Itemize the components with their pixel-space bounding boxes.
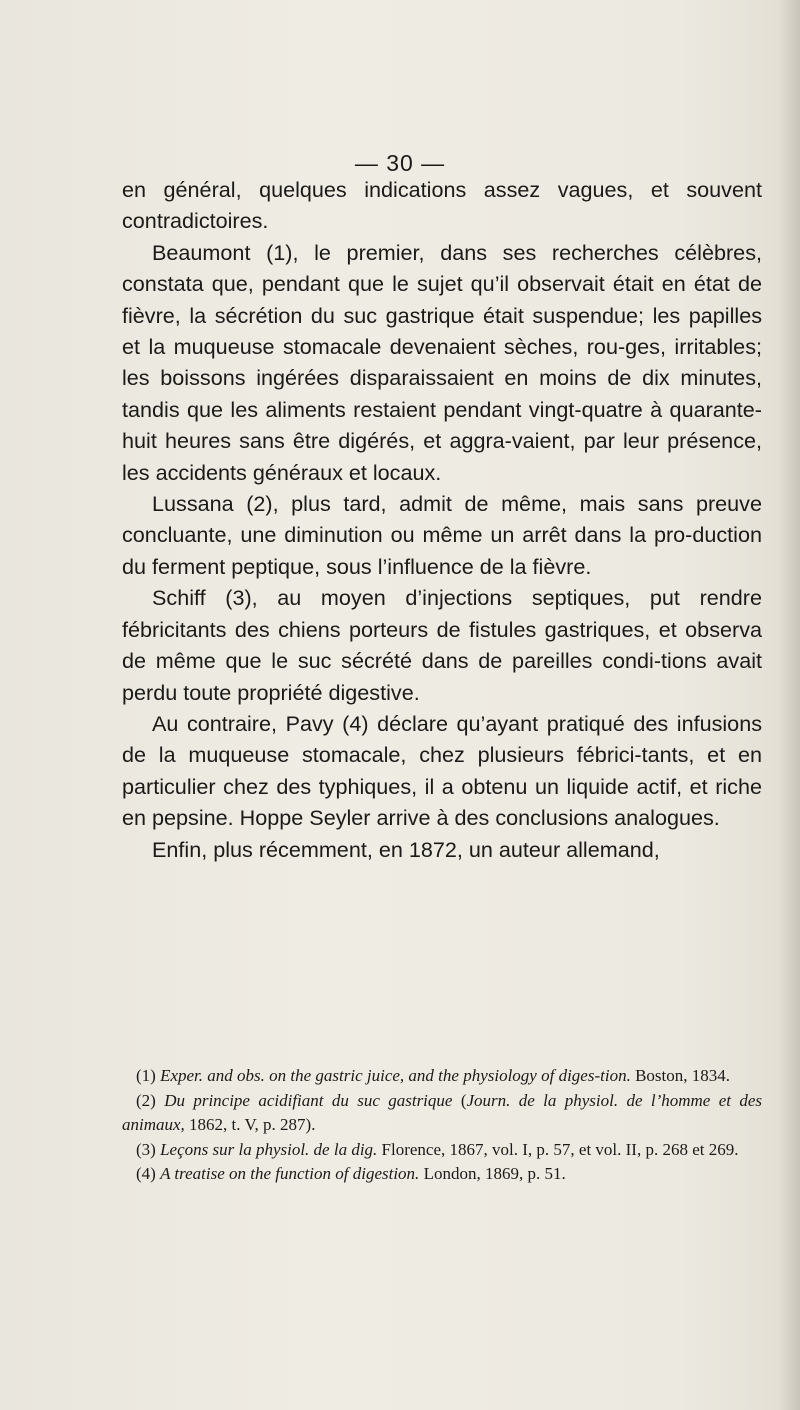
footnote-title: A treatise on the function of digestion. (160, 1164, 420, 1184)
footnote-details: Florence, 1867, vol. I, p. 57, et vol. II, p. 268 et 269. (377, 1139, 739, 1159)
footnote-number: (1) (136, 1066, 156, 1085)
footnote-details: Boston, 1834. (630, 1066, 731, 1085)
footnotes (122, 1064, 762, 1187)
body-text (122, 174, 762, 865)
footnote-number: (4) (136, 1164, 156, 1184)
page-edge-shadow (778, 0, 800, 1410)
footnote-number: (2) (136, 1090, 156, 1110)
footnote-title: Leçons sur la physiol. de la dig. (160, 1139, 378, 1159)
footnote-details: ( (452, 1090, 467, 1110)
footnote-journal: Journ. de la physiol. de l’homme et des animaux, (122, 1090, 763, 1135)
footnote-title: Du principe acidifiant du suc gastrique (164, 1090, 453, 1110)
paragraph-2: Beaumont (1), le premier, dans ses recherches célèbres, constata que, pendant que le sujet qu’il observait était en état de fièvre, la sécrétion du suc gastrique était suspendue; les papilles et la muqueuse stomacale devenaient sèches, rou-ges, irritables; les boissons ingérées disparaissaient en moins de dix minutes, tandis que les aliments restaient pendant vingt-quatre à quarante-huit heures sans être digérés, et aggra-vaient, par leur présence, les accidents généraux et locaux. (122, 239, 762, 485)
paragraph-6: Enfin, plus récemment, en 1872, un auteur allemand, (152, 836, 660, 862)
footnote-2 (122, 1089, 762, 1138)
page-number: — 30 — (354, 150, 446, 176)
paragraph-3: Lussana (2), plus tard, admit de même, mais sans preuve concluante, une diminution ou même un arrêt dans la pro-duction du ferment peptique, sous l’influence de la fièvre. (122, 491, 762, 579)
paragraph-4: Schiff (3), au moyen d’injections septiques, put rendre fébricitants des chiens porteurs de fistules gastriques, et observa de même que le suc sécrété dans de pareilles condi-tions avait perdu toute propriété digestive. (122, 585, 762, 705)
footnote-title: Exper. and obs. on the gastric juice, and the physiology of diges-tion. (160, 1066, 631, 1085)
footnote-details: London, 1869, p. 51. (419, 1164, 566, 1184)
footnote-4 (122, 1162, 762, 1187)
paragraph-1: en général, quelques indications assez vagues, et souvent contradictoires. (122, 177, 762, 234)
footnote-1 (122, 1064, 762, 1089)
footnote-details-end: 1862, t. V, p. 287). (184, 1115, 316, 1135)
footnote-number: (3) (136, 1139, 156, 1159)
footnote-3 (122, 1138, 762, 1163)
paragraph-5: Au contraire, Pavy (4) déclare qu’ayant pratiqué des infusions de la muqueuse stomacale, chez plusieurs fébrici-tants, et en particulier chez des typhiques, il a obtenu un liquide actif, et riche en pepsine. Hoppe Seyler arrive à des conclusions analogues. (122, 710, 762, 831)
